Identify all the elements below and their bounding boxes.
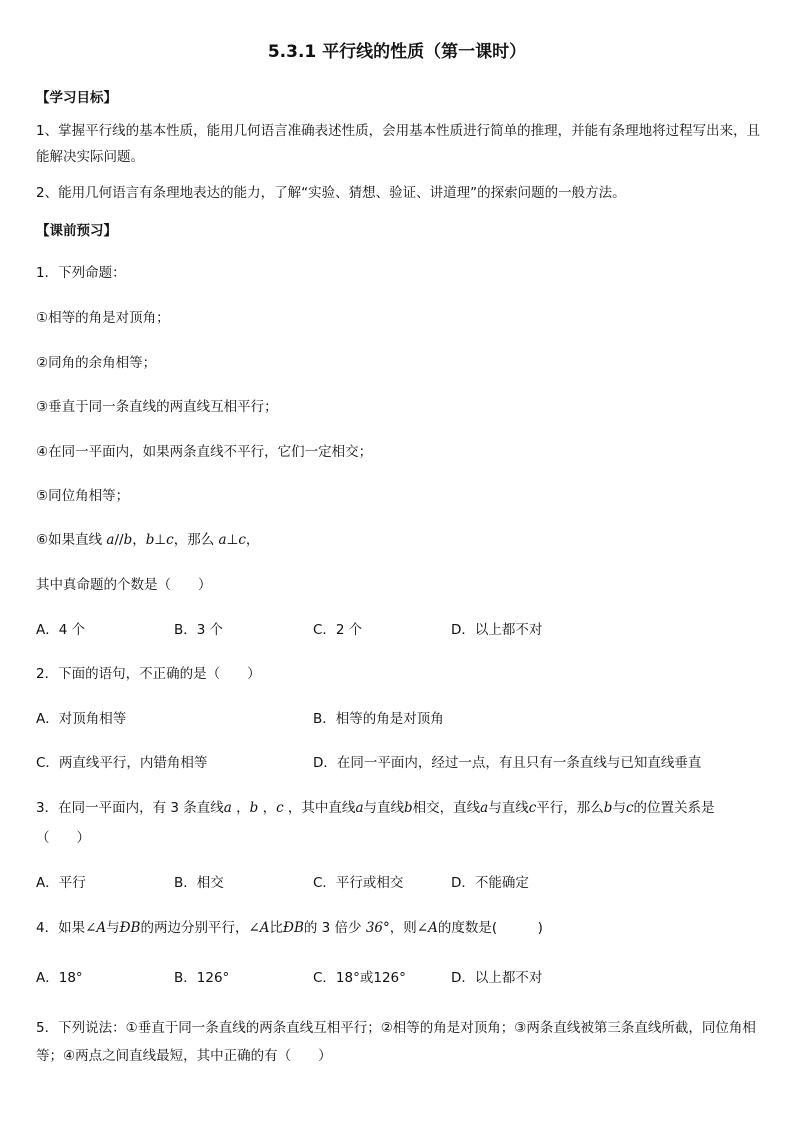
q4-text: 的度数是( ): [437, 920, 543, 936]
angle-a: ∠A: [416, 920, 438, 936]
var-a: a: [355, 800, 364, 816]
q3-text: ，: [258, 800, 277, 816]
q3-option-b: B．相交: [174, 875, 224, 891]
q1-item-1: ①相等的角是对顶角；: [36, 310, 170, 326]
q2-option-b: B．相等的角是对顶角: [313, 711, 444, 727]
q3-text: 的位置关系是: [633, 800, 715, 816]
q2-option-d: D．在同一平面内，经过一点，有且只有一条直线与已知直线垂直: [313, 755, 702, 771]
q2-stem: 2．下面的语句，不正确的是（ ）: [36, 666, 261, 682]
var-b: b: [123, 532, 133, 548]
section-preview-heading: 【课前预习】: [36, 223, 117, 239]
comma: ，: [132, 532, 146, 548]
q3-text: ，其中直线: [283, 800, 356, 816]
var-c: c: [625, 800, 634, 816]
q1-item-4: ④在同一平面内，如果两条直线不平行，它们一定相交；: [36, 444, 373, 460]
goal-1: 1、掌握平行线的基本性质，能用几何语言准确表述性质，会用基本性质进行简单的推理，并能有条理地将过程写出来，且能解决实际问题。: [36, 123, 761, 165]
q1-item6-end: ，: [245, 532, 260, 548]
var-a: a: [218, 532, 227, 548]
angle-b: ÐB: [119, 920, 141, 936]
q3-option-d: D．不能确定: [451, 875, 529, 891]
goal-2: 2、能用几何语言有条理地表达的能力，了解“实验、猜想、验证、讲道理”的探索问题的一般方法。: [36, 185, 626, 201]
q3-text: 相交，直线: [412, 800, 481, 816]
page-title: 5.3.1 平行线的性质（第一课时）: [267, 42, 527, 62]
var-b: b: [145, 532, 155, 548]
q4-text: 比: [269, 920, 284, 936]
q1-option-d: D．以上都不对: [451, 622, 543, 638]
section-goals-heading: 【学习目标】: [36, 90, 117, 106]
q3-option-c: C．平行或相交: [313, 875, 404, 891]
q1-item-3: ③垂直于同一条直线的两直线互相平行；: [36, 399, 278, 415]
q1-item-2: ②同角的余角相等；: [36, 355, 157, 371]
angle-a: ∠A: [248, 920, 270, 936]
var-b: b: [249, 800, 259, 816]
q1-option-a: A．4 个: [36, 622, 86, 638]
q3-blank: （ ）: [36, 830, 90, 846]
q4-text: 的两边分别平行，: [140, 920, 249, 936]
var-b: b: [603, 800, 613, 816]
q4-text: 的 3 倍少: [303, 920, 366, 936]
parallel-symbol: //: [114, 532, 124, 548]
q4-option-a: A．18°: [36, 970, 83, 986]
q3-text: 与直线: [488, 800, 529, 816]
degree-value: 36°: [365, 920, 390, 936]
q2-option-c: C．两直线平行，内错角相等: [36, 755, 208, 771]
angle-b: ÐB: [283, 920, 304, 936]
var-c: c: [276, 800, 284, 816]
q3-text: 3．在同一平面内，有 3 条直线: [36, 800, 224, 816]
q1-option-c: C．2 个: [313, 622, 363, 638]
q1-stem: 1．下列命题：: [36, 265, 126, 281]
q1-option-b: B．3 个: [174, 622, 224, 638]
q1-ask: 其中真命题的个数是（ ）: [36, 577, 212, 593]
var-a: a: [106, 532, 115, 548]
angle-a: ∠A: [85, 920, 107, 936]
q4-text: 4．如果: [36, 920, 86, 936]
var-c: c: [238, 532, 246, 548]
perp-symbol: ⊥: [154, 532, 167, 548]
var-b: b: [404, 800, 413, 816]
q4-option-c: C．18°或126°: [313, 970, 406, 986]
var-c: c: [166, 532, 174, 548]
q1-item6-mid: ，那么: [173, 532, 219, 548]
q4-text: ，则: [389, 920, 417, 936]
q3-text: 平行，那么: [536, 800, 604, 816]
q1-item-6: [36, 528, 259, 548]
q3-stem: [36, 796, 715, 816]
var-a: a: [480, 800, 489, 816]
q4-stem: [36, 916, 543, 936]
q4-text: 与: [106, 920, 120, 936]
q4-option-b: B．126°: [174, 970, 230, 986]
q3-text: 与直线: [363, 800, 404, 816]
q1-item-5: ⑤同位角相等；: [36, 488, 130, 504]
q3-text: 与: [612, 800, 626, 816]
q2-option-a: A．对顶角相等: [36, 711, 127, 727]
q1-item6-pre: ⑥如果直线: [36, 532, 107, 548]
q3-text: ，: [231, 800, 250, 816]
q4-option-d: D．以上都不对: [451, 970, 543, 986]
perp-symbol: ⊥: [226, 532, 239, 548]
var-a: a: [223, 800, 232, 816]
q5-stem: 5．下列说法：①垂直于同一条直线的两条直线互相平行；②相等的角是对顶角；③两条直线被第三条直线所截，同位角相等；④两点之间直线最短，其中正确的有（ ）: [36, 1020, 756, 1064]
q3-option-a: A．平行: [36, 875, 86, 891]
var-c: c: [528, 800, 537, 816]
